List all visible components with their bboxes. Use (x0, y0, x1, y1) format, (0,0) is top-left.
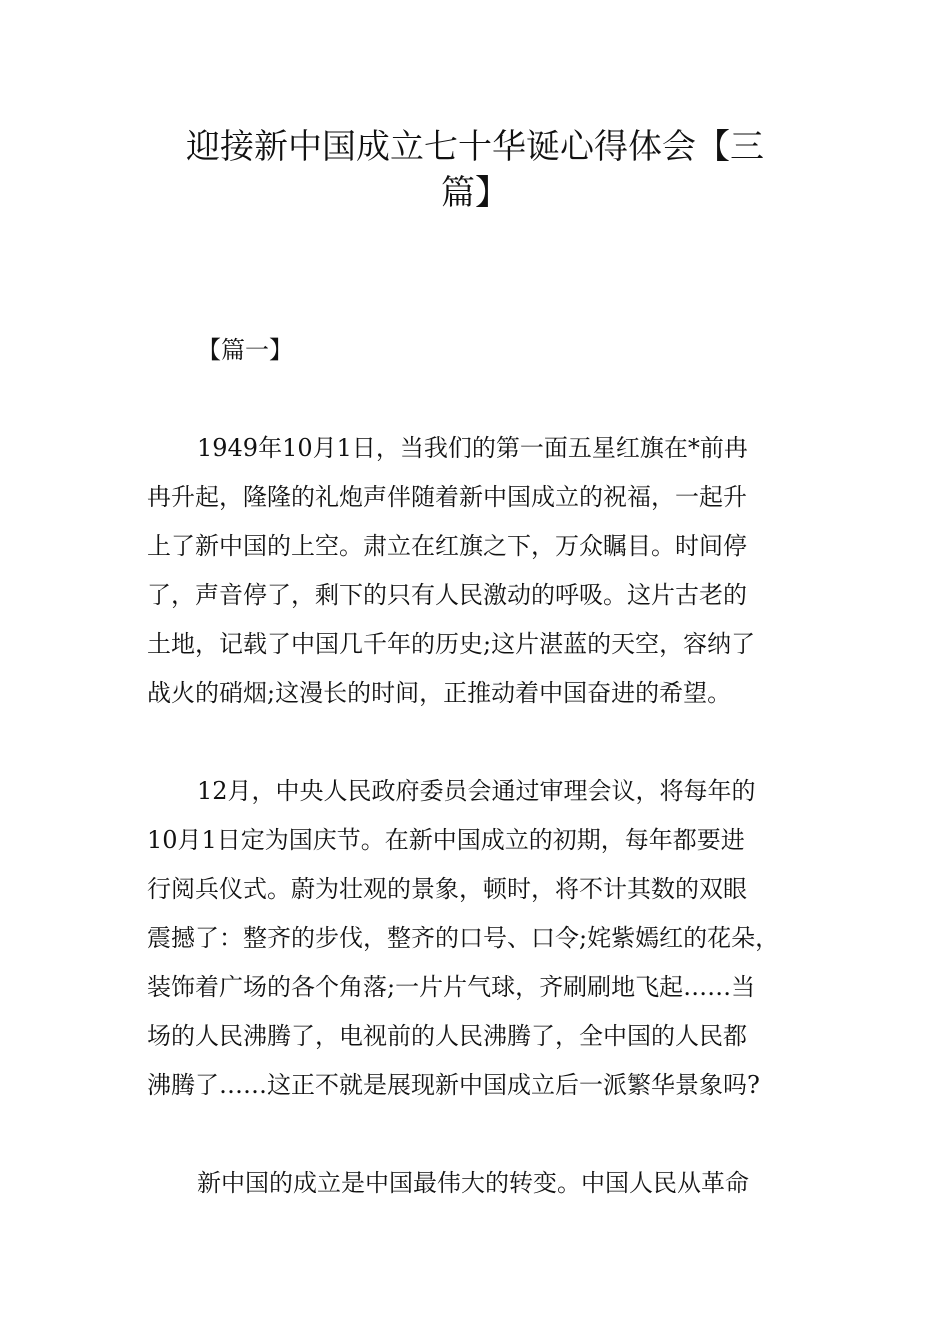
paragraph-line: 冉升起，隆隆的礼炮声伴随着新中国成立的祝福，一起升 (147, 483, 747, 511)
paragraph-line: 沸腾了……这正不就是展现新中国成立后一派繁华景象吗? (147, 1071, 760, 1099)
section-label: 【篇一】 (197, 336, 293, 364)
paragraph-line: 战火的硝烟;这漫长的时间，正推动着中国奋进的希望。 (147, 679, 732, 707)
paragraph-line: 新中国的成立是中国最伟大的转变。中国人民从革命 (197, 1169, 749, 1197)
paragraph-line: 装饰着广场的各个角落;一片片气球，齐刷刷地飞起……当 (147, 973, 756, 1001)
title-line-2: 篇】 (441, 173, 509, 213)
paragraph-line: 场的人民沸腾了，电视前的人民沸腾了，全中国的人民都 (147, 1022, 747, 1050)
paragraph-line: 10月1日定为国庆节。在新中国成立的初期，每年都要进 (147, 826, 745, 854)
paragraph-line: 震撼了：整齐的步伐，整齐的口号、口令;姹紫嫣红的花朵， (147, 924, 780, 952)
paragraph-line: 土地，记载了中国几千年的历史;这片湛蓝的天空，容纳了 (147, 630, 756, 658)
paragraph-line: 行阅兵仪式。蔚为壮观的景象，顿时，将不计其数的双眼 (147, 875, 747, 903)
paragraph-line: 12月，中央人民政府委员会通过审理会议，将每年的 (197, 777, 756, 805)
paragraph-line: 上了新中国的上空。肃立在红旗之下，万众瞩目。时间停 (147, 532, 747, 560)
title-line-1: 迎接新中国成立七十华诞心得体会【三 (186, 127, 764, 167)
document-title (140, 124, 810, 216)
paragraph-line: 了，声音停了，剩下的只有人民激动的呼吸。这片古老的 (147, 581, 747, 609)
paragraph-line: 1949年10月1日，当我们的第一面五星红旗在*前冉 (197, 434, 748, 462)
